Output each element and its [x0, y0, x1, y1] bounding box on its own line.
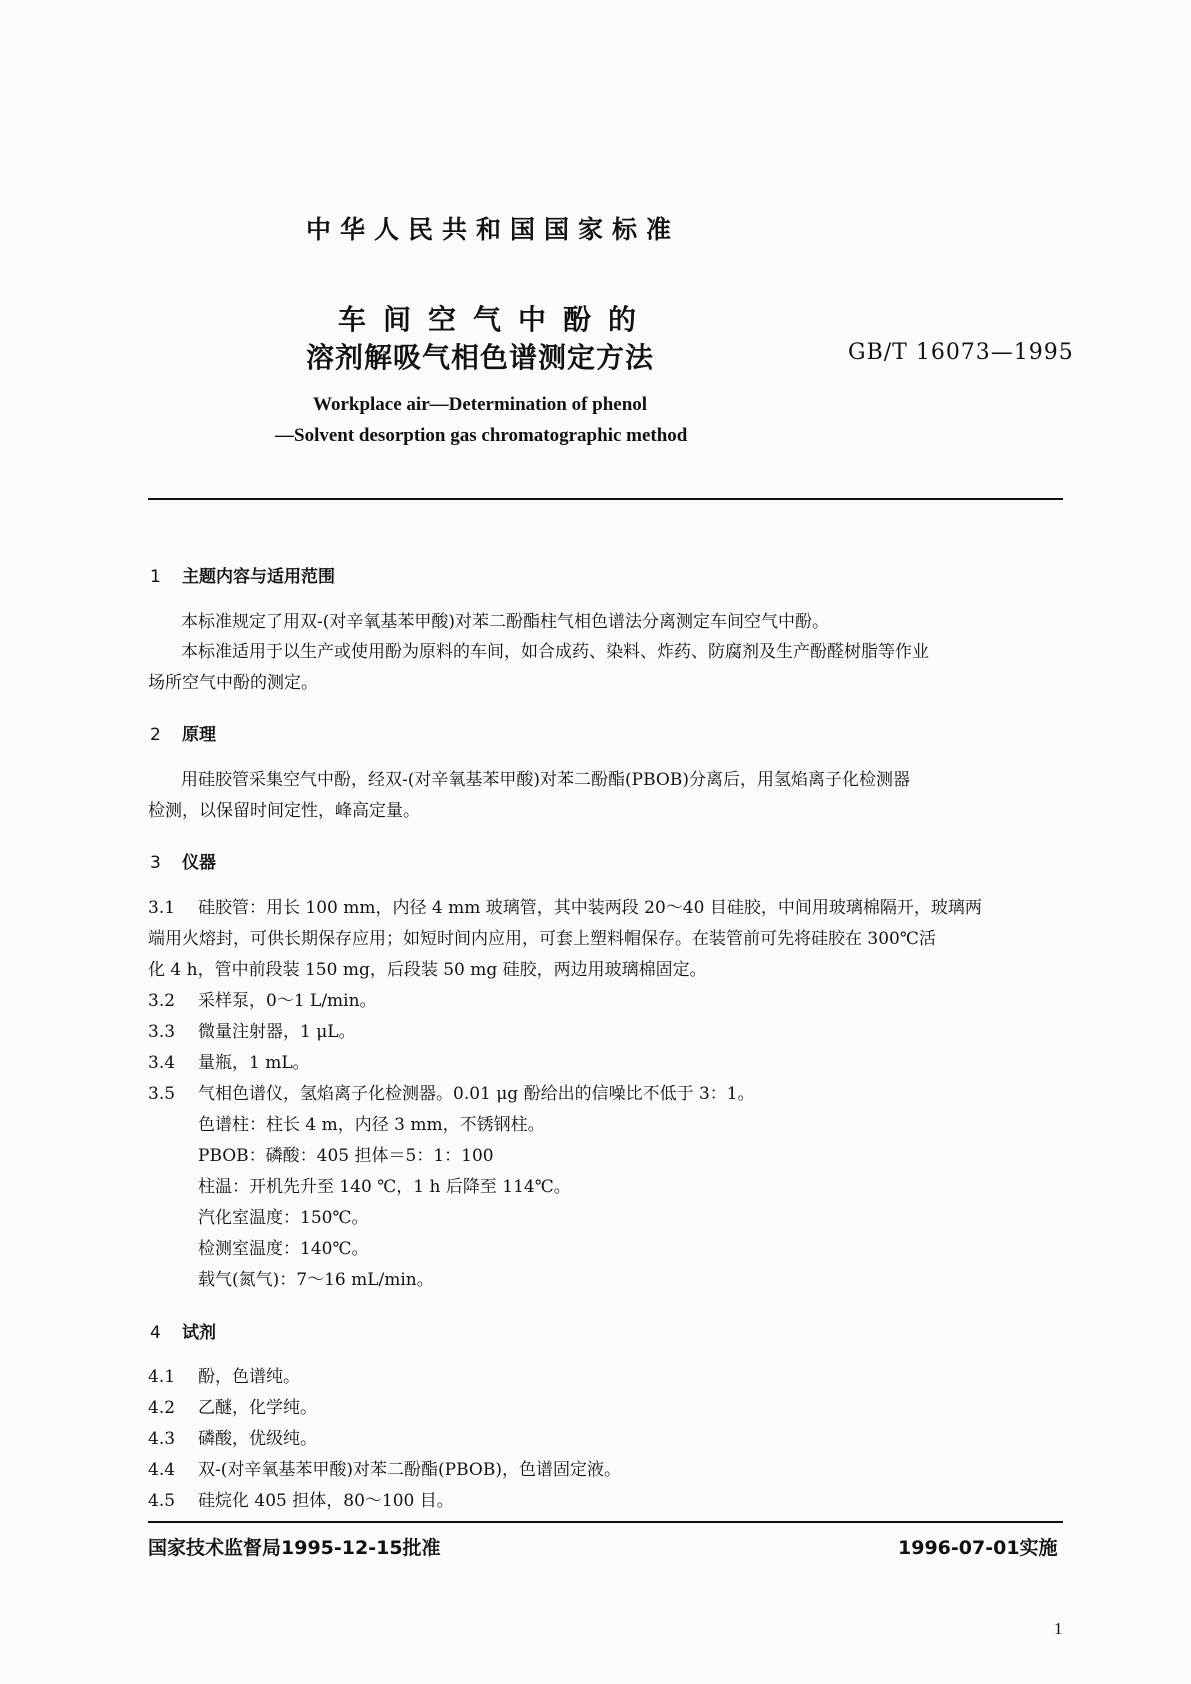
gc-detail-vaporizer-temp: 汽化室温度：150℃。 [198, 1208, 369, 1228]
section-title: 试剂 [182, 1323, 216, 1343]
section-2-heading [150, 720, 216, 745]
footer-divider [148, 1521, 1063, 1523]
clause-text: 气相色谱仪，氢焰离子化检测器。0.01 μg 酚给出的信噪比不低于 3：1。 [198, 1084, 755, 1104]
clause-number: 3.4 [148, 1053, 176, 1073]
clause-number: 4.1 [148, 1367, 176, 1387]
clause-3-5 [148, 1079, 755, 1104]
gc-detail-column-temp: 柱温：开机先升至 140 ℃，1 h 后降至 114℃。 [198, 1177, 571, 1197]
clause-3-2 [148, 986, 377, 1011]
section-number: 2 [150, 725, 161, 745]
clause-number: 3.5 [148, 1084, 176, 1104]
clause-3-1-line-1 [148, 893, 982, 918]
clause-text: 乙醚，化学纯。 [198, 1398, 317, 1418]
clause-3-4 [148, 1048, 310, 1073]
english-title-line-2: —Solvent desorption gas chromatographic method [275, 425, 688, 446]
clause-text: 磷酸，优级纯。 [198, 1429, 317, 1449]
clause-4-2 [148, 1393, 317, 1418]
section-1-paragraph-2-line-2: 场所空气中酚的测定。 [148, 673, 318, 693]
clause-4-3 [148, 1424, 317, 1449]
section-4-heading [150, 1318, 216, 1343]
clause-number: 4.3 [148, 1429, 176, 1449]
section-title: 原理 [182, 725, 216, 745]
section-title: 仪器 [182, 853, 216, 873]
clause-number: 3.3 [148, 1022, 176, 1042]
clause-text: 硅烷化 405 担体，80～100 目。 [198, 1491, 454, 1511]
implementation-date: 1996-07-01实施 [898, 1537, 1058, 1559]
clause-number: 4.2 [148, 1398, 176, 1418]
title-line-1: 车间空气中酚的 [338, 303, 654, 336]
clause-3-1-line-2: 端用火熔封，可供长期保存应用；如短时间内应用，可套上塑料帽保存。在装管前可先将硅胶在 300℃活 [148, 929, 936, 949]
english-title-line-1: Workplace air—Determination of phenol [313, 394, 648, 415]
title-line-2: 溶剂解吸气相色谱测定方法 [306, 341, 655, 374]
gc-detail-detector-temp: 检测室温度：140℃。 [198, 1239, 369, 1259]
standard-organization: 中华人民共和国国家标准 [306, 215, 681, 244]
section-2-paragraph-line-2: 检测，以保留时间定性，峰高定量。 [148, 801, 420, 821]
section-3-heading [150, 848, 216, 873]
clause-number: 4.5 [148, 1491, 176, 1511]
clause-3-3 [148, 1017, 356, 1042]
section-number: 1 [150, 567, 161, 587]
clause-number: 3.2 [148, 991, 176, 1011]
standard-number: GB/T 16073—1995 [848, 340, 1074, 365]
clause-text: 量瓶，1 mL。 [198, 1053, 310, 1073]
clause-number: 4.4 [148, 1460, 176, 1480]
section-1-paragraph-1: 本标准规定了用双-(对辛氧基苯甲酸)对苯二酚酯柱气相色谱法分离测定车间空气中酚。 [181, 612, 830, 632]
clause-text: 微量注射器，1 μL。 [198, 1022, 356, 1042]
section-2-paragraph-line-1: 用硅胶管采集空气中酚，经双-(对辛氧基苯甲酸)对苯二酚酯(PBOB)分离后，用氢焰离子化检测器 [181, 770, 910, 790]
clause-text: 硅胶管：用长 100 mm，内径 4 mm 玻璃管，其中装两段 20～40 目硅胶，中间用玻璃棉隔开，玻璃两 [198, 898, 982, 918]
clause-4-4 [148, 1455, 621, 1480]
clause-text: 双-(对辛氧基苯甲酸)对苯二酚酯(PBOB)，色谱固定液。 [198, 1460, 621, 1480]
section-1-heading [150, 562, 335, 587]
header-divider [148, 498, 1063, 500]
clause-4-1 [148, 1362, 300, 1387]
gc-detail-column: 色谱柱：柱长 4 m，内径 3 mm，不锈钢柱。 [198, 1115, 545, 1135]
clause-4-5 [148, 1486, 454, 1511]
section-1-paragraph-2-line-1: 本标准适用于以生产或使用酚为原料的车间，如合成药、染料、炸药、防腐剂及生产酚醛树脂等作业 [181, 642, 929, 662]
clause-3-1-line-3: 化 4 h，管中前段装 150 mg，后段装 50 mg 硅胶，两边用玻璃棉固定。 [148, 960, 707, 980]
clause-number: 3.1 [148, 898, 176, 918]
section-title: 主题内容与适用范围 [182, 567, 335, 587]
section-number: 4 [150, 1323, 161, 1343]
clause-text: 采样泵，0～1 L/min。 [198, 991, 377, 1011]
section-number: 3 [150, 853, 161, 873]
approval-date: 国家技术监督局1995-12-15批准 [148, 1537, 441, 1559]
page-number: 1 [1054, 1619, 1063, 1638]
clause-text: 酚，色谱纯。 [198, 1367, 300, 1387]
gc-detail-ratio: PBOB：磷酸：405 担体＝5：1：100 [198, 1146, 494, 1166]
gc-detail-carrier-gas: 载气(氮气)：7～16 mL/min。 [198, 1270, 434, 1290]
